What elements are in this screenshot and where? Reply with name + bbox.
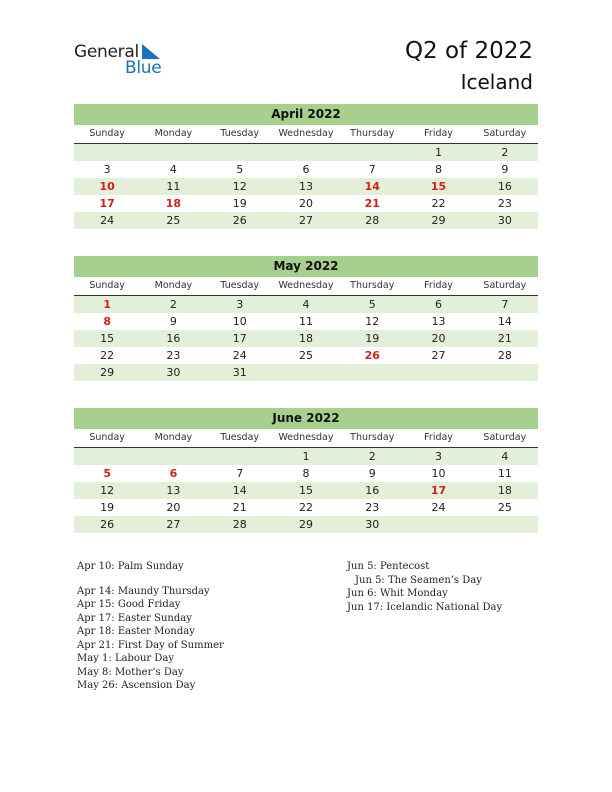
day-cell: 10: [99, 180, 115, 193]
holiday-list-right: [347, 560, 502, 614]
day-cell: [207, 144, 273, 161]
day-cell: 19: [100, 501, 115, 514]
day-cell: 7: [368, 163, 376, 176]
day-cell: 28: [232, 518, 247, 531]
holiday-spacer: [77, 574, 224, 585]
day-cell: 4: [302, 298, 310, 311]
day-cell: 2: [501, 146, 509, 159]
holiday-entry: Jun 5: The Seamen’s Day: [355, 574, 482, 586]
country-name: Iceland: [460, 70, 533, 94]
day-cell: 14: [232, 484, 247, 497]
day-cell: 19: [365, 332, 380, 345]
weekday-label: Sunday: [89, 280, 125, 291]
day-cell: [74, 144, 140, 161]
day-cell: 15: [430, 180, 447, 193]
logo-blue-text: Blue: [125, 58, 162, 78]
week-row: [74, 347, 538, 364]
week-row: [74, 330, 538, 347]
holiday-entry: May 1: Labour Day: [77, 653, 174, 664]
month-title: April 2022: [74, 104, 538, 125]
day-cell: 16: [497, 180, 512, 193]
day-cell: 5: [103, 467, 111, 480]
day-cell: [472, 364, 538, 381]
brand-logo: [74, 42, 174, 78]
month-calendar: [74, 408, 538, 533]
day-cell: 29: [431, 214, 446, 227]
day-cell: 6: [435, 298, 443, 311]
holiday-entry: Apr 15: Good Friday: [77, 599, 181, 610]
day-cell: 28: [365, 214, 380, 227]
day-cell: 19: [232, 197, 247, 210]
holiday-entry: Apr 10: Palm Sunday: [77, 561, 184, 572]
month-calendar: [74, 256, 538, 381]
week-row: [74, 144, 538, 161]
day-cell: 27: [298, 214, 313, 227]
day-cell: 29: [298, 518, 313, 531]
weekday-label: Tuesday: [220, 128, 260, 139]
weekday-label: Wednesday: [278, 280, 334, 291]
day-cell: 13: [298, 180, 313, 193]
day-cell: 22: [431, 197, 446, 210]
day-cell: 2: [368, 450, 376, 463]
weekday-label: Monday: [154, 432, 193, 443]
week-row: [74, 296, 538, 313]
day-cell: [273, 144, 339, 161]
day-cell: 8: [103, 315, 111, 328]
weekday-label: Wednesday: [278, 432, 334, 443]
day-cell: [405, 364, 471, 381]
day-cell: 5: [236, 163, 244, 176]
day-cell: 17: [430, 484, 447, 497]
day-cell: 26: [100, 518, 115, 531]
day-cell: 4: [169, 163, 177, 176]
weekday-label: Sunday: [89, 128, 125, 139]
day-cell: 26: [364, 349, 380, 362]
day-cell: 31: [232, 366, 247, 379]
day-cell: [140, 448, 206, 465]
day-cell: 18: [497, 484, 512, 497]
week-row: [74, 364, 538, 381]
day-cell: 29: [100, 366, 115, 379]
day-cell: 3: [435, 450, 443, 463]
weekday-label: Sunday: [89, 432, 125, 443]
day-cell: 3: [236, 298, 244, 311]
week-row: [74, 448, 538, 465]
day-cell: 20: [431, 332, 446, 345]
day-cell: 21: [497, 332, 512, 345]
day-cell: 13: [431, 315, 446, 328]
day-cell: 17: [99, 197, 115, 210]
weekday-header-row: [74, 125, 538, 144]
day-cell: 7: [501, 298, 509, 311]
holiday-entry: Jun 17: Icelandic National Day: [347, 601, 503, 613]
weekday-label: Thursday: [350, 128, 395, 139]
holiday-entry: Jun 6: Whit Monday: [347, 588, 448, 599]
day-cell: 23: [365, 501, 380, 514]
week-row: [74, 465, 538, 482]
day-cell: 24: [100, 214, 115, 227]
weekday-label: Saturday: [483, 128, 527, 139]
week-row: [74, 499, 538, 516]
weekday-label: Thursday: [350, 432, 395, 443]
day-cell: 8: [302, 467, 310, 480]
day-cell: 6: [302, 163, 310, 176]
weekday-header-row: [74, 277, 538, 296]
day-cell: [140, 144, 206, 161]
day-cell: 20: [298, 197, 313, 210]
day-cell: 1: [103, 298, 111, 311]
day-cell: 10: [232, 315, 247, 328]
logo-flag-icon: [142, 44, 160, 59]
weekday-header-row: [74, 429, 538, 448]
month-title: June 2022: [74, 408, 538, 429]
day-cell: 20: [166, 501, 181, 514]
holiday-list-left: [77, 560, 224, 693]
day-cell: 25: [497, 501, 512, 514]
day-cell: [472, 516, 538, 533]
day-cell: 21: [232, 501, 247, 514]
day-cell: 30: [365, 518, 380, 531]
day-cell: 9: [501, 163, 509, 176]
holiday-entry: Apr 14: Maundy Thursday: [77, 585, 210, 597]
day-cell: 11: [298, 315, 313, 328]
day-cell: 2: [169, 298, 177, 311]
day-cell: 15: [298, 484, 313, 497]
day-cell: 18: [298, 332, 313, 345]
day-cell: 12: [232, 180, 247, 193]
week-row: [74, 482, 538, 499]
day-cell: 14: [364, 180, 380, 193]
week-row: [74, 516, 538, 533]
day-cell: 16: [166, 332, 181, 345]
day-cell: 14: [497, 315, 512, 328]
day-cell: 17: [232, 332, 247, 345]
day-cell: 11: [166, 180, 181, 193]
day-cell: [405, 516, 471, 533]
day-cell: 9: [169, 315, 177, 328]
weekday-label: Tuesday: [220, 432, 260, 443]
day-cell: 12: [365, 315, 380, 328]
day-cell: 23: [166, 349, 181, 362]
week-row: [74, 178, 538, 195]
weekday-label: Saturday: [483, 432, 527, 443]
day-cell: [339, 364, 405, 381]
holiday-entry: May 8: Mother’s Day: [77, 666, 184, 678]
day-cell: 25: [166, 214, 181, 227]
logo-general-text: General: [74, 42, 139, 62]
day-cell: [207, 448, 273, 465]
weekday-label: Wednesday: [278, 128, 334, 139]
day-cell: 27: [166, 518, 181, 531]
day-cell: 1: [302, 450, 310, 463]
page-title: Q2 of 2022: [404, 38, 533, 64]
day-cell: 24: [431, 501, 446, 514]
day-cell: 6: [169, 467, 178, 480]
day-cell: 28: [497, 349, 512, 362]
day-cell: 4: [501, 450, 509, 463]
day-cell: 30: [497, 214, 512, 227]
day-cell: 21: [364, 197, 380, 210]
day-cell: [339, 144, 405, 161]
day-cell: [74, 448, 140, 465]
week-row: [74, 161, 538, 178]
day-cell: 3: [103, 163, 111, 176]
holiday-entry: Jun 5: Pentecost: [347, 561, 430, 572]
day-cell: 10: [431, 467, 446, 480]
day-cell: 18: [165, 197, 182, 210]
week-row: [74, 313, 538, 330]
day-cell: 23: [497, 197, 512, 210]
week-row: [74, 195, 538, 212]
weekday-label: Thursday: [350, 280, 395, 291]
day-cell: 26: [232, 214, 247, 227]
weekday-label: Monday: [154, 280, 193, 291]
weekday-label: Monday: [154, 128, 193, 139]
weekday-label: Friday: [424, 432, 453, 443]
weekday-label: Saturday: [483, 280, 527, 291]
day-cell: 11: [497, 467, 512, 480]
day-cell: 5: [368, 298, 376, 311]
weekday-label: Tuesday: [220, 280, 260, 291]
month-calendar: [74, 104, 538, 229]
day-cell: 7: [236, 467, 244, 480]
day-cell: 22: [298, 501, 313, 514]
holiday-entry: Apr 21: First Day of Summer: [77, 639, 224, 651]
day-cell: 13: [166, 484, 181, 497]
day-cell: 15: [100, 332, 115, 345]
day-cell: [273, 364, 339, 381]
day-cell: 30: [166, 366, 181, 379]
month-title: May 2022: [74, 256, 538, 277]
weekday-label: Friday: [424, 280, 453, 291]
day-cell: 9: [368, 467, 376, 480]
day-cell: 1: [435, 146, 443, 159]
holiday-entry: Apr 17: Easter Sunday: [77, 612, 192, 624]
day-cell: 22: [100, 349, 115, 362]
holiday-entry: Apr 18: Easter Monday: [77, 626, 195, 637]
day-cell: 12: [100, 484, 115, 497]
day-cell: 16: [365, 484, 380, 497]
day-cell: 27: [431, 349, 446, 362]
week-row: [74, 212, 538, 229]
weekday-label: Friday: [424, 128, 453, 139]
day-cell: 8: [435, 163, 443, 176]
day-cell: 25: [298, 349, 313, 362]
day-cell: 24: [232, 349, 247, 362]
holiday-entry: May 26: Ascension Day: [77, 680, 196, 691]
